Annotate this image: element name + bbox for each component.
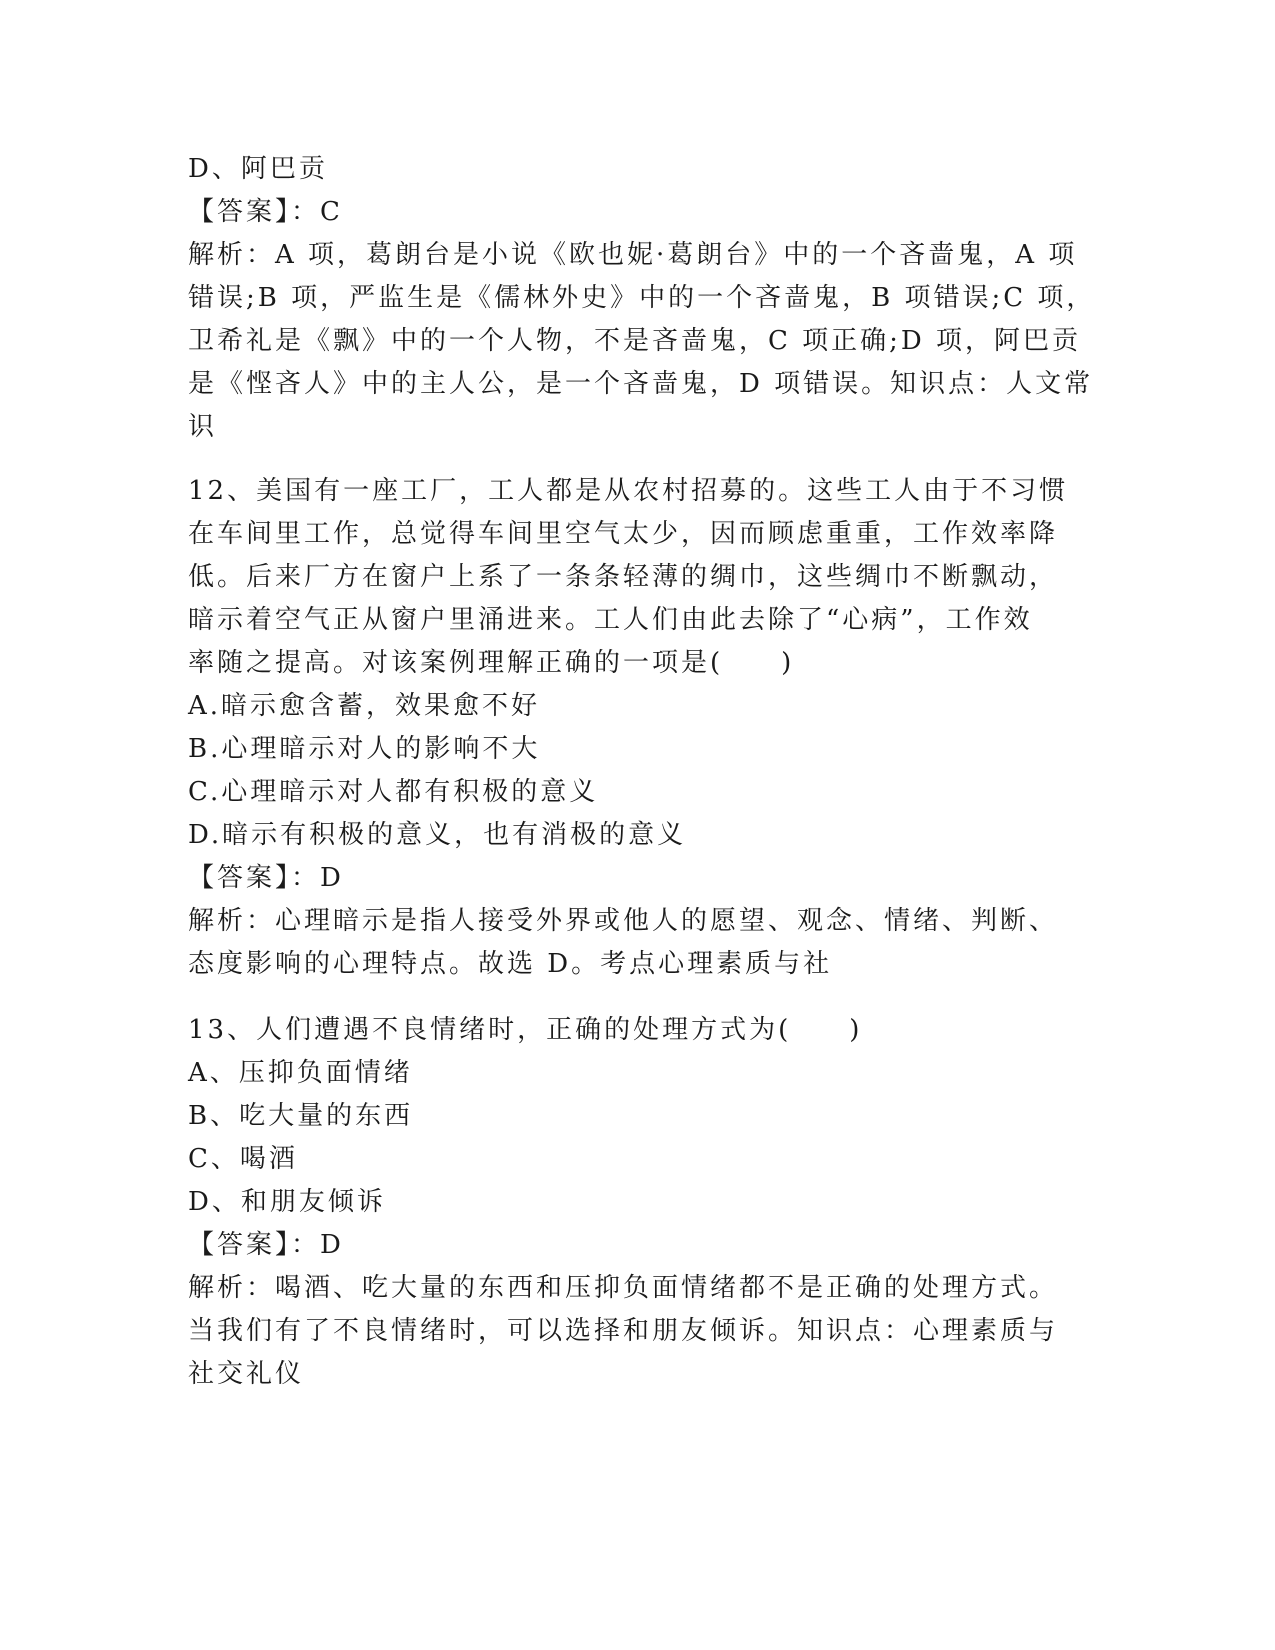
question-stem-line: 12、美国有一座工厂，工人都是从农村招募的。这些工人由于不习惯	[188, 476, 1069, 506]
option-d: D、阿巴贡	[188, 154, 328, 184]
option-a: A、压抑负面情绪	[188, 1058, 413, 1088]
question-stem-line: 暗示着空气正从窗户里涌进来。工人们由此去除了“心病”，工作效	[188, 605, 1033, 635]
analysis-line: 错误;B 项，严监生是《儒林外史》中的一个吝啬鬼，B 项错误;C 项，	[188, 283, 1096, 313]
analysis-line: 解析：心理暗示是指人接受外界或他人的愿望、观念、情绪、判断、	[188, 906, 1059, 936]
question-stem-line: 13、人们遭遇不良情绪时，正确的处理方式为( )	[188, 1015, 863, 1045]
answer-line: 【答案】：C	[188, 197, 343, 227]
question-12-block	[188, 470, 1088, 986]
option-b: B.心理暗示对人的影响不大	[188, 734, 541, 764]
question-stem-line: 在车间里工作，总觉得车间里空气太少，因而顾虑重重，工作效率降	[188, 519, 1059, 549]
option-d: D.暗示有积极的意义，也有消极的意义	[188, 820, 687, 850]
option-c: C.心理暗示对人都有积极的意义	[188, 777, 599, 807]
analysis-line: 是《悭吝人》中的主人公，是一个吝啬鬼，D 项错误。知识点：人文常	[188, 369, 1094, 399]
option-b: B、吃大量的东西	[188, 1101, 414, 1131]
option-c: C、喝酒	[188, 1144, 298, 1174]
analysis-line: 当我们有了不良情绪时，可以选择和朋友倾诉。知识点：心理素质与	[188, 1316, 1059, 1346]
answer-line: 【答案】：D	[188, 1230, 344, 1260]
analysis-line: 识	[188, 412, 218, 442]
analysis-line: 解析：A 项，葛朗台是小说《欧也妮·葛朗台》中的一个吝啬鬼，A 项	[188, 240, 1078, 270]
analysis-line: 卫希礼是《飘》中的一个人物，不是吝啬鬼，C 项正确;D 项，阿巴贡	[188, 326, 1082, 356]
analysis-line: 社交礼仪	[188, 1359, 305, 1389]
analysis-line: 态度影响的心理特点。故选 D。考点心理素质与社	[188, 949, 833, 979]
question-stem-line: 率随之提高。对该案例理解正确的一项是( )	[188, 648, 795, 678]
previous-question-block	[188, 148, 1096, 449]
option-d: D、和朋友倾诉	[188, 1187, 386, 1217]
question-stem-line: 低。后来厂方在窗户上系了一条条轻薄的绸巾，这些绸巾不断飘动，	[188, 562, 1059, 592]
option-a: A.暗示愈含蓄，效果愈不好	[188, 691, 541, 721]
question-13-block	[188, 1009, 1088, 1396]
analysis-line: 解析：喝酒、吃大量的东西和压抑负面情绪都不是正确的处理方式。	[188, 1273, 1059, 1303]
answer-line: 【答案】：D	[188, 863, 344, 893]
